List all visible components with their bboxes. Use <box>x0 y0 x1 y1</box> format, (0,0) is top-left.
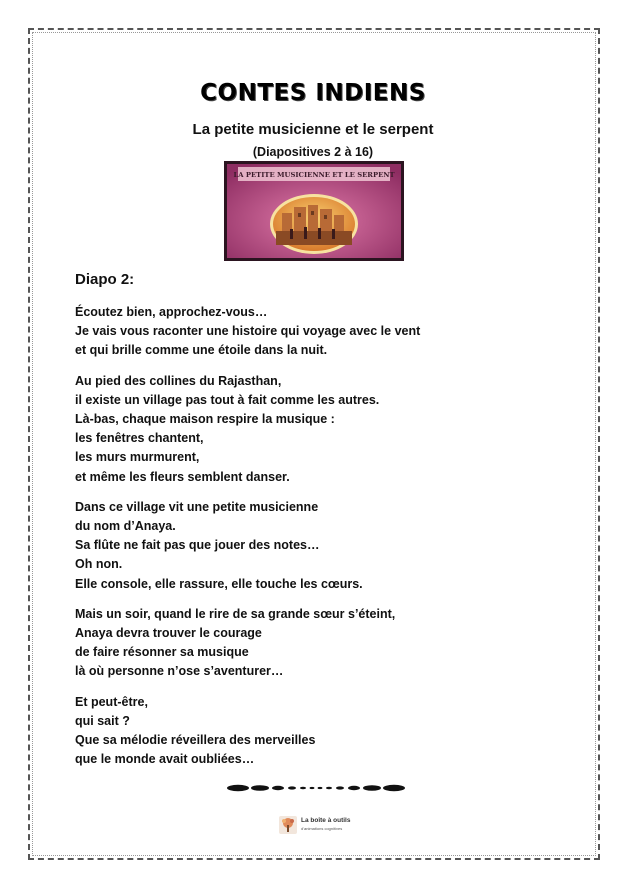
paragraph-5 <box>75 693 545 770</box>
text-line: Oh non. <box>75 557 123 572</box>
text-line: Dans ce village vit une petite musicienne <box>75 499 319 514</box>
slides-range: (Diapositives 2 à 16) <box>252 145 374 159</box>
text-line: Elle console, elle rassure, elle touche les cœurs. <box>75 576 363 591</box>
text-line: les fenêtres chantent, <box>75 431 204 446</box>
text-line: Sa flûte ne fait pas que jouer des notes… <box>75 538 320 553</box>
story-subtitle: La petite musicienne et le serpent <box>192 121 434 138</box>
text-line: Mais un soir, quand le rire de sa grande sœur s’éteint, <box>75 606 396 621</box>
text-line: que le monde avait oubliées… <box>75 752 255 767</box>
text-line: de faire résonner sa musique <box>75 645 249 660</box>
text-line: Que sa mélodie réveillera des merveilles <box>75 733 316 748</box>
text-line: Je vais vous raconter une histoire qui voyage avec le vent <box>75 324 421 339</box>
cover-banner-text: LA PETITE MUSICIENNE ET LE SERPENT <box>233 171 395 179</box>
footer-logo-tagline: d'animations cognitives <box>301 826 343 831</box>
text-line: et qui brille comme une étoile dans la nuit. <box>75 343 328 358</box>
text-line: Et peut-être, <box>75 694 148 709</box>
text-line: les murs murmurent, <box>75 450 200 465</box>
text-line: Écoutez bien, approchez-vous… <box>75 305 268 319</box>
section-heading: Diapo 2: <box>75 271 135 288</box>
footer-logo-name: La boîte à outils <box>301 817 351 824</box>
document-title: CONTES INDIENS <box>200 80 426 106</box>
story-text <box>75 303 545 780</box>
paragraph-2 <box>75 372 545 487</box>
text-line: Anaya devra trouver le courage <box>75 626 262 641</box>
text-line: il existe un village pas tout à fait comme les autres. <box>75 392 380 407</box>
paragraph-3 <box>75 498 545 594</box>
text-line: et même les fleurs semblent danser. <box>75 469 290 484</box>
text-line: Au pied des collines du Rajasthan, <box>75 373 282 388</box>
paragraph-4 <box>75 605 545 682</box>
cover-image <box>224 161 404 261</box>
text-line: qui sait ? <box>75 713 130 728</box>
paragraph-1 <box>75 303 545 361</box>
text-line: Là-bas, chaque maison respire la musique : <box>75 412 335 427</box>
decorative-divider <box>226 778 406 798</box>
text-line: là où personne n’ose s’aventurer… <box>75 664 284 679</box>
text-line: du nom d’Anaya. <box>75 519 176 534</box>
